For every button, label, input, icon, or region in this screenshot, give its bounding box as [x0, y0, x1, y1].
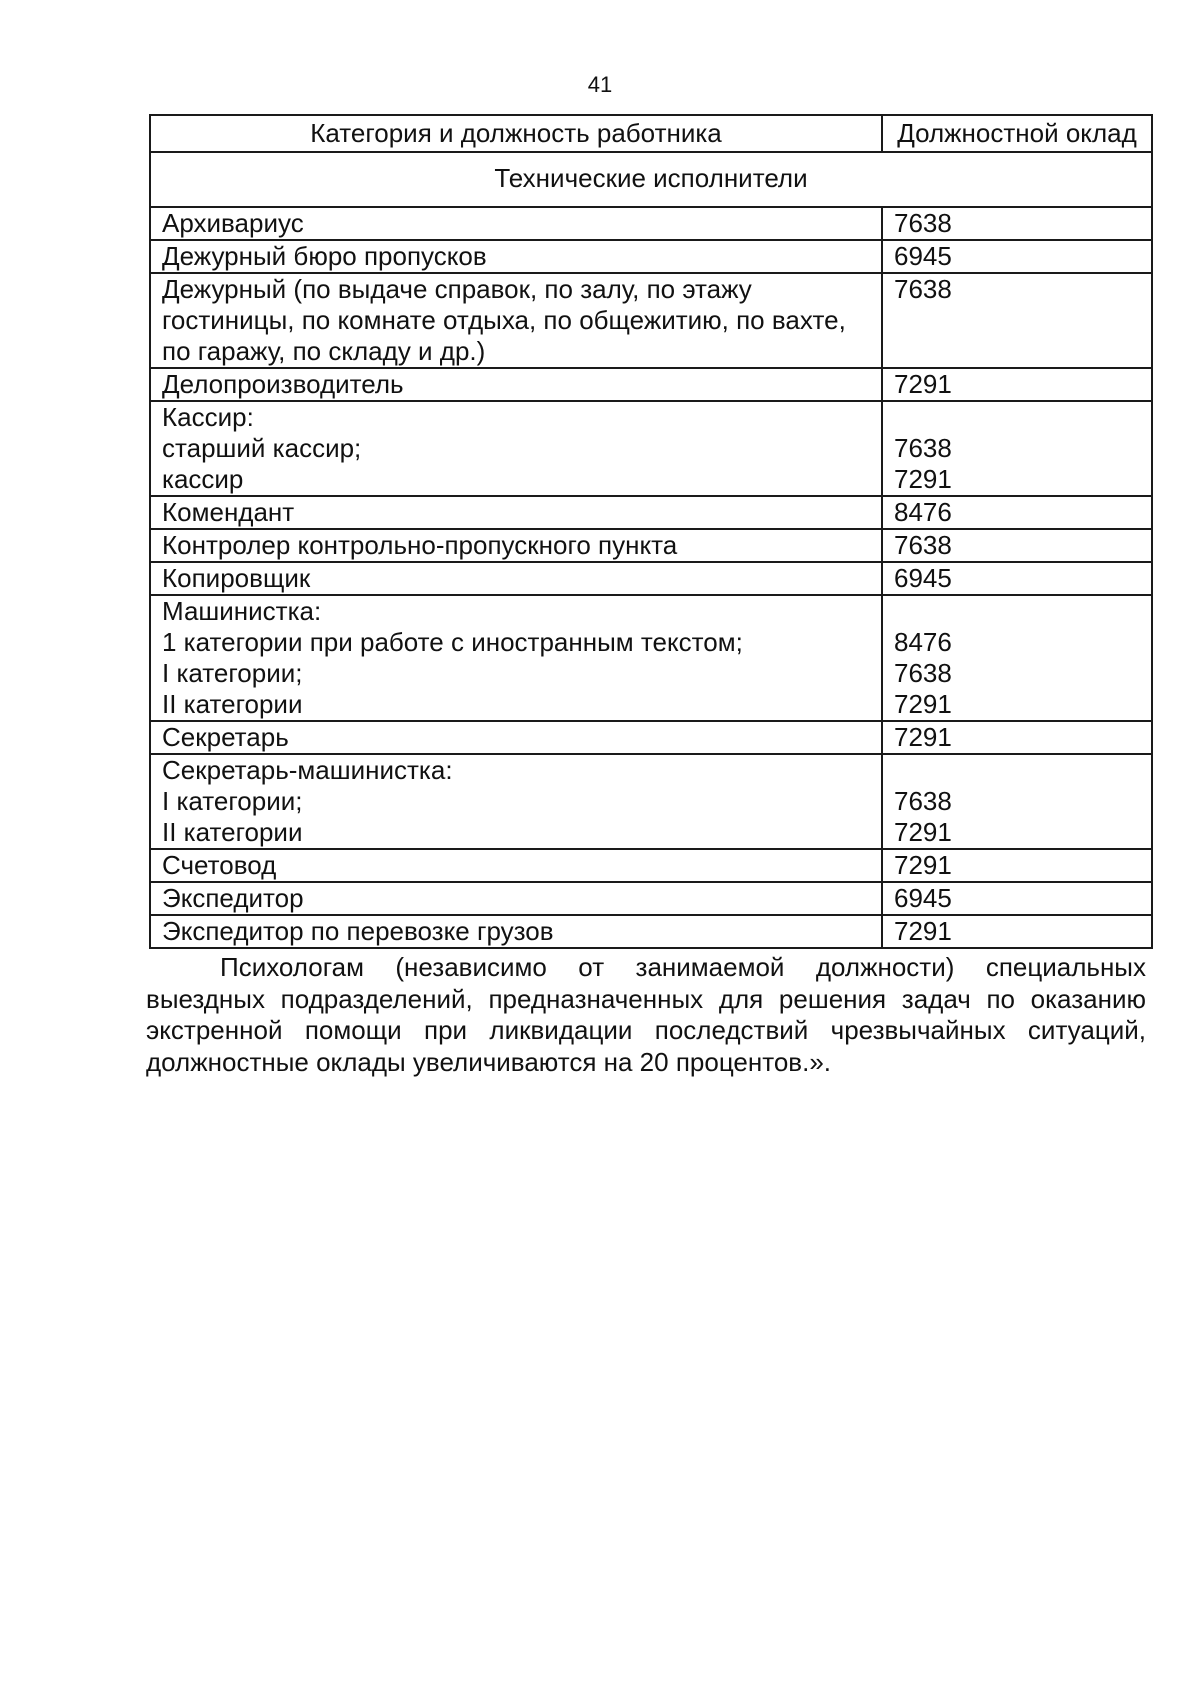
- table-row: [150, 207, 1152, 240]
- position-line: Контролер контрольно-пропускного пункта: [162, 530, 678, 560]
- position-cell: [150, 721, 882, 754]
- table-row: [150, 882, 1152, 915]
- table-body: [150, 152, 1152, 948]
- salary-table: [149, 114, 1153, 949]
- salary-value: 7291: [894, 689, 952, 719]
- position-line: гостиницы, по комнате отдыха, по общежитию, по вахте,: [162, 305, 846, 335]
- position-line: кассир: [162, 464, 244, 494]
- salary-value: 7291: [894, 817, 952, 847]
- position-line: Секретарь-машинистка:: [162, 755, 453, 785]
- salary-cell: [882, 401, 1152, 496]
- salary-cell: [882, 273, 1152, 368]
- salary-value: 6945: [894, 563, 952, 593]
- position-line: II категории: [162, 689, 303, 719]
- salary-cell: [882, 849, 1152, 882]
- position-cell: [150, 529, 882, 562]
- salary-cell: [882, 595, 1152, 721]
- position-line: 1 категории при работе с иностранным текстом;: [162, 627, 743, 657]
- position-cell: [150, 401, 882, 496]
- salary-value: 6945: [894, 241, 952, 271]
- position-cell: [150, 496, 882, 529]
- salary-value: 8476: [894, 497, 952, 527]
- salary-value: [894, 402, 1143, 433]
- table-row: [150, 915, 1152, 948]
- salary-value: [894, 336, 1143, 367]
- header-position: Категория и должность работника: [150, 115, 882, 152]
- salary-value: [894, 305, 1143, 336]
- salary-cell: [882, 368, 1152, 401]
- footnote-paragraph: Психологам (независимо от занимаемой должности) специальных выездных подразделений, предназначенных для решения задач по оказанию экстренной помощи при ликвидации последствий чрезвычайных ситуаций, должностные оклады увеличиваются на 20 процентов.».: [146, 952, 1146, 1077]
- table-row: [150, 562, 1152, 595]
- position-line: Экспедитор: [162, 883, 304, 913]
- salary-value: 7638: [894, 530, 952, 560]
- table-row: [150, 595, 1152, 721]
- salary-value: 7291: [894, 722, 952, 752]
- salary-value: 7638: [894, 208, 952, 238]
- salary-value: [894, 755, 1143, 786]
- salary-cell: [882, 240, 1152, 273]
- position-line: I категории;: [162, 786, 303, 816]
- position-line: Архивариус: [162, 208, 304, 238]
- position-line: Дежурный бюро пропусков: [162, 241, 487, 271]
- salary-value: 6945: [894, 883, 952, 913]
- position-cell: [150, 207, 882, 240]
- table-row: [150, 496, 1152, 529]
- table-row: [150, 529, 1152, 562]
- position-cell: [150, 849, 882, 882]
- table-row: [150, 240, 1152, 273]
- salary-cell: [882, 754, 1152, 849]
- table-row: [150, 273, 1152, 368]
- position-cell: [150, 240, 882, 273]
- position-cell: [150, 595, 882, 721]
- salary-cell: [882, 496, 1152, 529]
- salary-cell: [882, 915, 1152, 948]
- salary-cell: [882, 721, 1152, 754]
- header-salary: Должностной оклад: [882, 115, 1152, 152]
- salary-value: 7638: [894, 658, 952, 688]
- position-line: по гаражу, по складу и др.): [162, 336, 486, 366]
- table-row: [150, 754, 1152, 849]
- salary-cell: [882, 882, 1152, 915]
- salary-value: 7291: [894, 369, 952, 399]
- position-line: Комендант: [162, 497, 295, 527]
- section-row: [150, 152, 1152, 207]
- salary-cell: [882, 562, 1152, 595]
- table-row: [150, 721, 1152, 754]
- position-cell: [150, 915, 882, 948]
- position-line: I категории;: [162, 658, 303, 688]
- table-header-row: [150, 115, 1152, 152]
- salary-value: 7638: [894, 433, 952, 463]
- position-cell: [150, 562, 882, 595]
- salary-value: 7638: [894, 786, 952, 816]
- position-line: Делопроизводитель: [162, 369, 404, 399]
- table-row: [150, 401, 1152, 496]
- salary-cell: [882, 207, 1152, 240]
- salary-value: 7291: [894, 464, 952, 494]
- position-cell: [150, 882, 882, 915]
- position-cell: [150, 368, 882, 401]
- salary-value: 7291: [894, 916, 952, 946]
- salary-value: 7291: [894, 850, 952, 880]
- salary-value: 8476: [894, 627, 952, 657]
- position-cell: [150, 273, 882, 368]
- position-line: Секретарь: [162, 722, 289, 752]
- table-row: [150, 368, 1152, 401]
- salary-cell: [882, 529, 1152, 562]
- salary-value: [894, 596, 1143, 627]
- position-line: Дежурный (по выдаче справок, по залу, по этажу: [162, 274, 752, 304]
- position-line: Машинистка:: [162, 596, 322, 626]
- table-row: [150, 849, 1152, 882]
- position-line: Счетовод: [162, 850, 277, 880]
- position-line: Кассир:: [162, 402, 254, 432]
- position-line: старший кассир;: [162, 433, 362, 463]
- position-line: Экспедитор по перевозке грузов: [162, 916, 554, 946]
- salary-value: 7638: [894, 274, 952, 304]
- position-line: Копировщик: [162, 563, 311, 593]
- page-number: 41: [587, 72, 613, 97]
- section-title: Технические исполнители: [150, 152, 1152, 207]
- position-line: II категории: [162, 817, 303, 847]
- position-cell: [150, 754, 882, 849]
